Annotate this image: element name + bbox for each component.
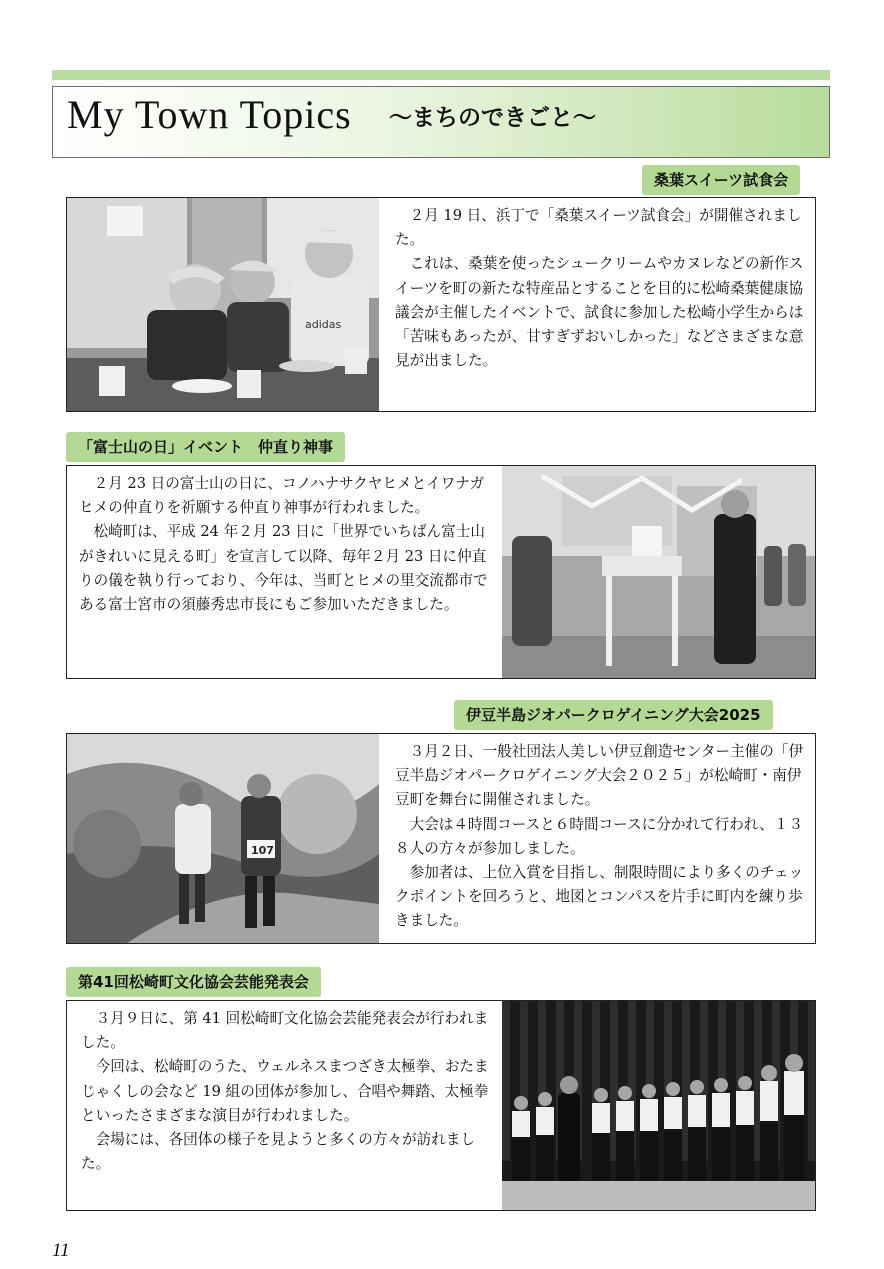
photo-choir-performance <box>502 1001 815 1210</box>
photo-shrine-ceremony <box>502 466 815 678</box>
section-label-rogaining: 伊豆半島ジオパークロゲイニング大会2025 <box>454 700 773 730</box>
section-text-sweets <box>395 204 805 373</box>
section-label-culture-show: 第41回松崎町文化協会芸能発表会 <box>66 967 321 997</box>
section-card-sweets <box>66 197 816 412</box>
paragraph: ３月９日に、第 41 回松崎町文化協会芸能発表会が行われました。 <box>81 1010 489 1052</box>
section-card-rogaining <box>66 733 816 944</box>
photo-choir-on-stage <box>502 1001 815 1210</box>
section-text-fuji-day <box>79 472 497 617</box>
header-accent-bar <box>52 70 830 80</box>
paragraph: 大会は４時間コースと６時間コースに分かれて行われ、１３８人の方々が参加しました。 <box>395 815 804 857</box>
paragraph: 会場には、各団体の様子を見ようと多くの方々が訪れました。 <box>81 1131 476 1173</box>
section-card-culture-show <box>66 1000 816 1211</box>
page-title: My Town Topics <box>67 92 352 137</box>
section-text-rogaining <box>395 740 807 934</box>
svg-text:adidas: adidas <box>305 318 342 331</box>
paragraph: 松崎町は、平成 24 年２月 23 日に「世界でいちばん富士山がきれいに見える町」を宣言して以降、毎年２月 23 日に仲直りの儀を執り行っており、今年は、当町とヒメの里交流都市である富士宮市の須藤秀忠市長にもご参加いただきました。 <box>79 523 488 614</box>
paragraph: 参加者は、上位入賞を目指し、制限時間により多くのチェックポイントを回ろうと、地図とコンパスを片手に町内を練り歩きました。 <box>395 864 804 930</box>
paragraph: 今回は、松崎町のうた、ウェルネスまつざき太極拳、おたまじゃくしの会など 19 組の団体が参加し、合唱や舞踏、太極拳といったさまざまな演目が行われました。 <box>81 1058 489 1124</box>
paragraph: ３月２日、一般社団法人美しい伊豆創造センター主催の「伊豆半島ジオパークロゲイニング大会２０２５」が松崎町・南伊豆町を舞台に開催されました。 <box>395 743 804 809</box>
photo-reconciliation-ritual <box>502 466 815 678</box>
section-label-fuji-day: 「富士山の日」イベント 仲直り神事 <box>66 432 345 462</box>
photo-sweets-tasting <box>67 198 379 411</box>
photo-rogaining-runners <box>67 734 379 943</box>
section-label-sweets: 桑葉スイーツ試食会 <box>642 165 800 195</box>
section-card-fuji-day <box>66 465 816 679</box>
paragraph: これは、桑葉を使ったシュークリームやカヌレなどの新作スイーツを町の新たな特産品とすることを目的に松崎桑葉健康協議会が主催したイベントで、試食に参加した松崎小学生からは「苦味もあったが、甘すぎずおいしかった」などさまざまな意見が出ました。 <box>395 255 804 370</box>
page-header <box>52 86 830 158</box>
page-number: 11 <box>52 1240 70 1261</box>
section-text-culture-show <box>81 1007 497 1176</box>
photo-children-eating <box>67 198 379 411</box>
paragraph: ２月 19 日、浜丁で「桑葉スイーツ試食会」が開催されました。 <box>395 207 802 249</box>
page-subtitle: ～まちのできごと～ <box>389 105 596 131</box>
svg-text:107: 107 <box>251 844 274 857</box>
photo-runners-on-road <box>67 734 379 943</box>
paragraph: ２月 23 日の富士山の日に、コノハナサクヤヒメとイワナガヒメの仲直りを祈願する仲直り神事が行われました。 <box>79 475 485 517</box>
